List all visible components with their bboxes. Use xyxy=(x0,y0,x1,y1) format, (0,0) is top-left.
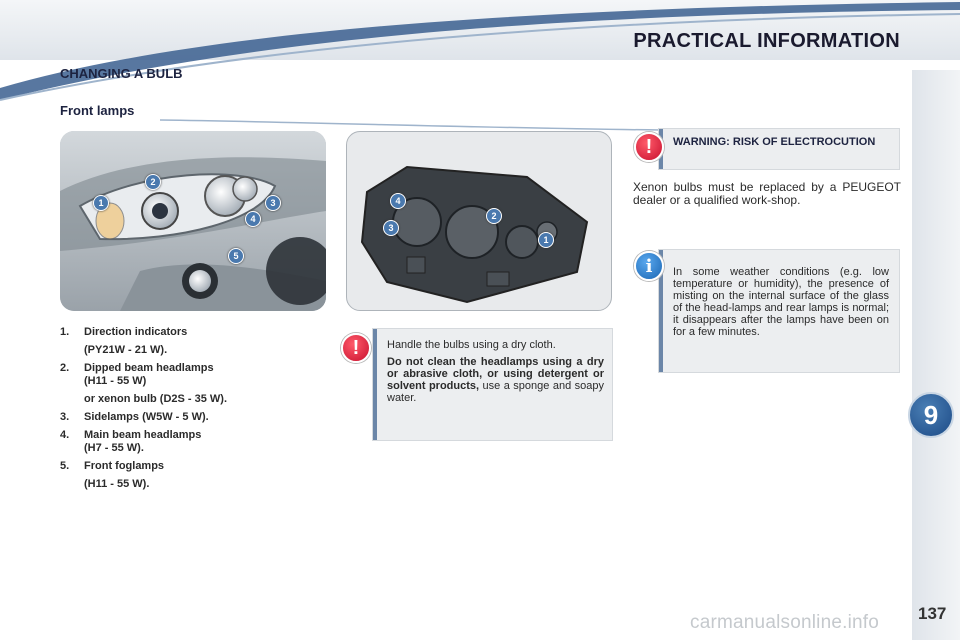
callout-2: 2 xyxy=(145,174,161,190)
legend-number: 3. xyxy=(60,411,70,423)
callout-5: 5 xyxy=(228,248,244,264)
callout-1: 1 xyxy=(538,232,554,248)
legend-item xyxy=(60,362,330,406)
misting-info-box xyxy=(658,249,900,373)
legend-item xyxy=(60,460,330,491)
callout-1: 1 xyxy=(93,195,109,211)
legend-number: 4. xyxy=(60,429,70,441)
bulb-legend xyxy=(60,326,330,496)
legend-text: Direction indicators xyxy=(84,326,188,338)
chapter-strip xyxy=(912,70,960,640)
callout-2: 2 xyxy=(486,208,502,224)
legend-item xyxy=(60,326,330,357)
legend-text: Front foglamps xyxy=(84,460,165,472)
legend-text: (H7 - 55 W). xyxy=(84,442,144,454)
callout-3: 3 xyxy=(383,220,399,236)
callout-3: 3 xyxy=(265,195,281,211)
legend-item xyxy=(60,429,330,455)
xenon-note: Xenon bulbs must be replaced by a PEUGEOT dealer or a qualified work-shop. xyxy=(633,180,901,207)
section-title: CHANGING A BULB xyxy=(60,66,183,81)
legend-number: 1. xyxy=(60,326,70,338)
callout-4: 4 xyxy=(245,211,261,227)
note-text: Handle the bulbs using a dry cloth. xyxy=(387,339,556,351)
watermark: carmanualsonline.info xyxy=(690,612,880,633)
info-text: In some weather conditions (e.g. low temperature or humidity), the presence of misting on the internal surface of the glass of the head-lamps and rear lamps is normal; it disappears after the lamps have been on for a few minutes. xyxy=(673,266,889,338)
legend-number: 5. xyxy=(60,460,70,472)
subsection-title: Front lamps xyxy=(60,103,135,118)
warning-icon: ! xyxy=(341,333,371,363)
info-icon: i xyxy=(634,251,664,281)
header-swoosh xyxy=(0,0,960,130)
headlamp-unit-photo xyxy=(346,131,612,311)
legend-item xyxy=(60,411,330,424)
page-title: PRACTICAL INFORMATION xyxy=(633,30,900,52)
legend-number: 2. xyxy=(60,362,70,374)
page-number: 137 xyxy=(918,604,947,623)
headlamp-photo xyxy=(60,131,326,311)
headlamp-illustration xyxy=(60,131,326,311)
subtitle-divider xyxy=(160,118,660,132)
legend-text: (H11 - 55 W) xyxy=(84,375,147,387)
legend-text: or xenon bulb (D2S - 35 W). xyxy=(84,393,228,405)
legend-text: Dipped beam headlamps xyxy=(84,362,214,374)
electrocution-warning-box xyxy=(658,128,900,170)
note-text xyxy=(387,356,604,404)
warning-icon: ! xyxy=(634,132,664,162)
handle-bulbs-note xyxy=(372,328,613,441)
legend-text: (H11 - 55 W). xyxy=(84,478,150,490)
warning-title: WARNING: RISK OF ELECTROCUTION xyxy=(673,136,876,148)
legend-text: Sidelamps (W5W - 5 W). xyxy=(84,411,209,423)
legend-text: Main beam headlamps xyxy=(84,429,202,441)
callout-4: 4 xyxy=(390,193,406,209)
note-bold-text: Do not clean the headlamps using a dry or abrasive cloth, or using detergent or solvent products, xyxy=(387,356,604,392)
note-rest-text: use a sponge and soapy water. xyxy=(387,380,604,404)
chapter-badge[interactable]: 9 xyxy=(908,392,954,438)
legend-text: (PY21W - 21 W). xyxy=(84,344,168,356)
